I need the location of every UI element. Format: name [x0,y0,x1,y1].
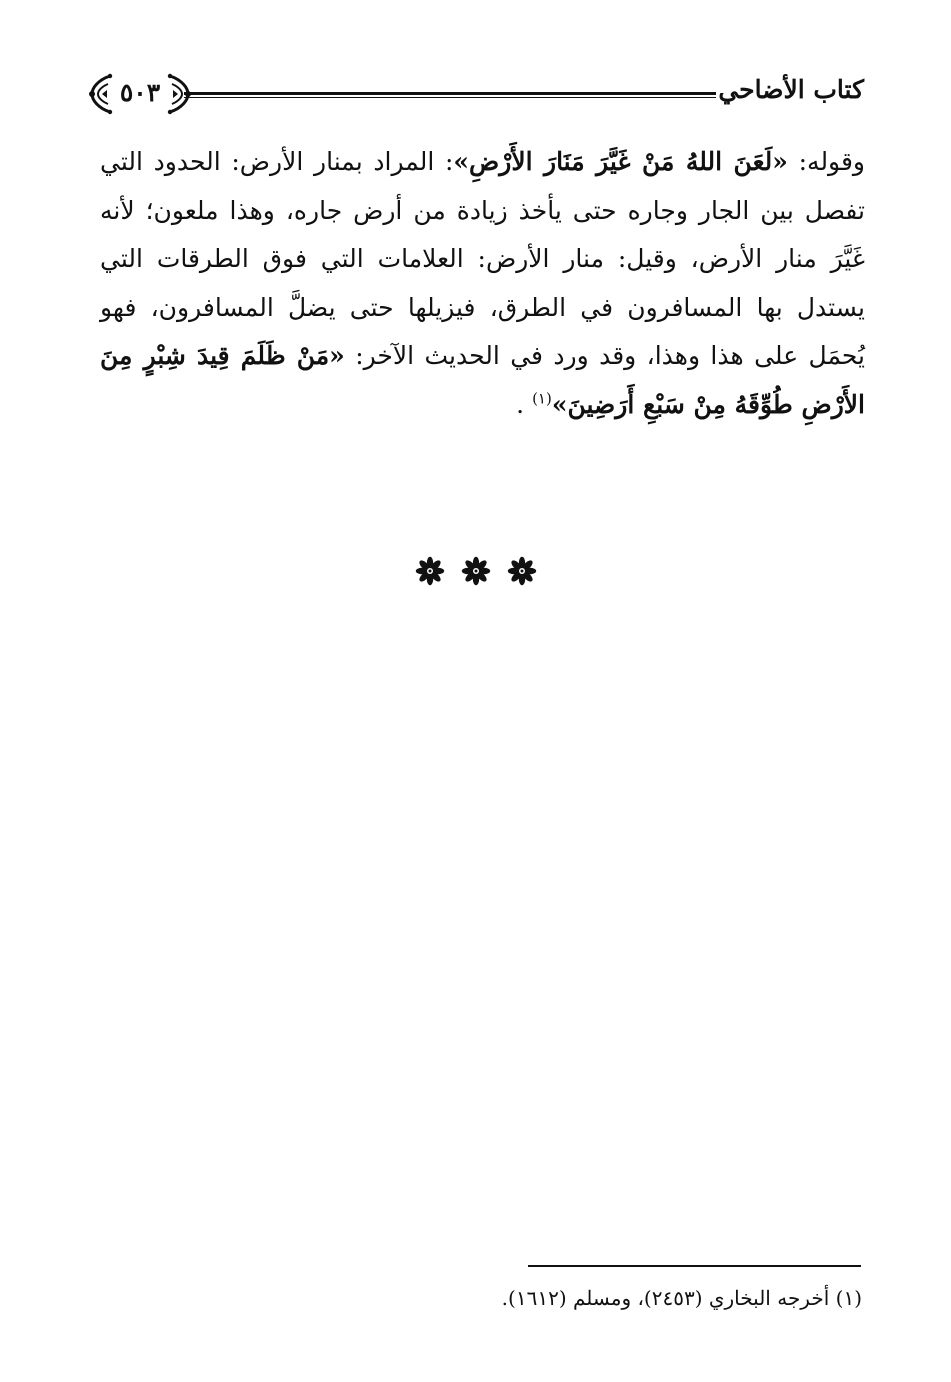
main-paragraph [100,138,865,429]
flower-star-icon [415,556,445,586]
ornament-right-icon [166,72,192,116]
footnote-reference: (١) [532,389,552,408]
running-header [88,62,864,124]
commentary-text: : المراد بمنار الأرض: الحدود التي تفصل بين الجار وجاره حتى يأخذ زيادة من أرض جاره، وهذا ملعون؛ لأنه غَيَّرَ منار الأرض، وقيل: منار الأرض: العلامات التي فوق الطرقات التي يستدل بها المسافرون في الطرق، فيزيلها حتى يضلَّ المسافرون، فهو يُحمَل على هذا وهذا، وقد ورد في الحديث الآخر: [100,147,865,370]
footnote-text: (١) أخرجه البخاري (٢٤٥٣)، ومسلم (١٦١٢). [501,1286,862,1310]
closing-punct: . [516,389,533,419]
hadith-quote-1: «لَعَنَ اللهُ مَنْ غَيَّرَ مَنَارَ الأَرْضِ» [453,147,788,176]
hadith-quote-2: «مَنْ ظَلَمَ قِيدَ شِبْرٍ مِنَ الأَرْضِ طُوِّقَهُ مِنْ سَبْعِ أَرَضِينَ» [100,341,865,419]
flower-star-icon [507,556,537,586]
header-rule [184,92,716,98]
flower-star-icon [461,556,491,586]
intro-text: وقوله: [787,147,865,176]
page-number-frame [88,72,192,116]
page-number: ٥٠٣ [119,78,161,107]
footnote-rule [528,1265,861,1267]
chapter-title: كتاب الأضاحي [718,75,864,104]
section-separator [0,556,951,586]
